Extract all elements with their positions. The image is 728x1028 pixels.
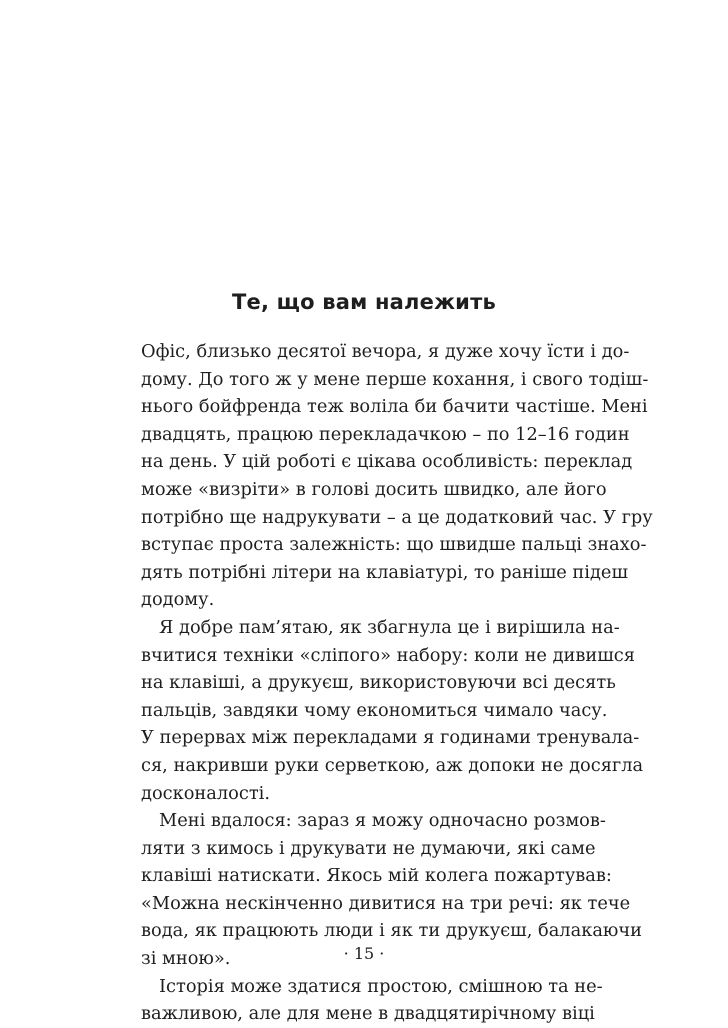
body-text <box>141 338 653 1028</box>
text-line: Офіс, близько десятої вечора, я дуже хочу їсти і до- <box>141 341 630 362</box>
text-line: «Можна нескінченно дивитися на три речі: як тече <box>141 892 631 914</box>
text-line: нього бойфренда теж воліла би бачити частіше. Мені <box>141 396 648 418</box>
text-line: Історія може здатися простою, смішною та не- <box>159 975 603 997</box>
text-line: вчитися техніки «сліпого» набору: коли не дивишся <box>141 644 635 666</box>
text-line: клавіші натискати. Якось мій колега пожартував: <box>141 865 612 887</box>
text-line: ляти з кимось і друкувати не думаючи, які саме <box>141 837 596 859</box>
text-line: потрібно ще надрукувати – а це додатковий час. У гру <box>141 506 653 528</box>
text-line: вступає проста залежність: що швидше пальці знахо- <box>141 534 647 556</box>
page-number: · 15 · <box>343 944 385 963</box>
text-line: Я добре пам’ятаю, як збагнула це і вирішила на- <box>159 616 620 638</box>
text-line: на день. У цій роботі є цікава особливість: переклад <box>141 451 633 473</box>
text-line: досконалості. <box>141 782 271 804</box>
text-line: вода, як працюють люди і як ти друкуєш, балакаючи <box>141 920 643 942</box>
paragraph-2 <box>141 614 644 807</box>
text-line: дому. До того ж у мене перше кохання, і свого тодіш- <box>141 368 649 390</box>
text-line: Мені вдалося: зараз я можу одночасно розмов- <box>159 810 606 832</box>
text-line: ся, накривши руки серветкою, аж допоки не досягла <box>141 754 644 776</box>
text-line: додому. <box>141 589 215 611</box>
text-line: може «визріти» в голові досить швидко, але його <box>141 478 607 500</box>
text-line: зі мною». <box>141 948 231 970</box>
text-line: на клавіші, а друкуєш, використовуючи всі десять <box>141 672 616 694</box>
chapter-title: Те, що вам належить <box>232 290 496 314</box>
paragraph-4 <box>141 973 603 1028</box>
text-line: У перервах між перекладами я годинами тренувала- <box>141 727 640 749</box>
text-line: важливою, але для мене в двадцятирічному віці <box>141 1003 595 1025</box>
text-line: двадцять, працюю перекладачкою – по 12–16 годин <box>141 423 630 445</box>
paragraph-1 <box>141 338 653 614</box>
text-line: дять потрібні літери на клавіатурі, то раніше підеш <box>141 561 628 583</box>
text-line: пальців, завдяки чому економиться чимало часу. <box>141 699 608 721</box>
